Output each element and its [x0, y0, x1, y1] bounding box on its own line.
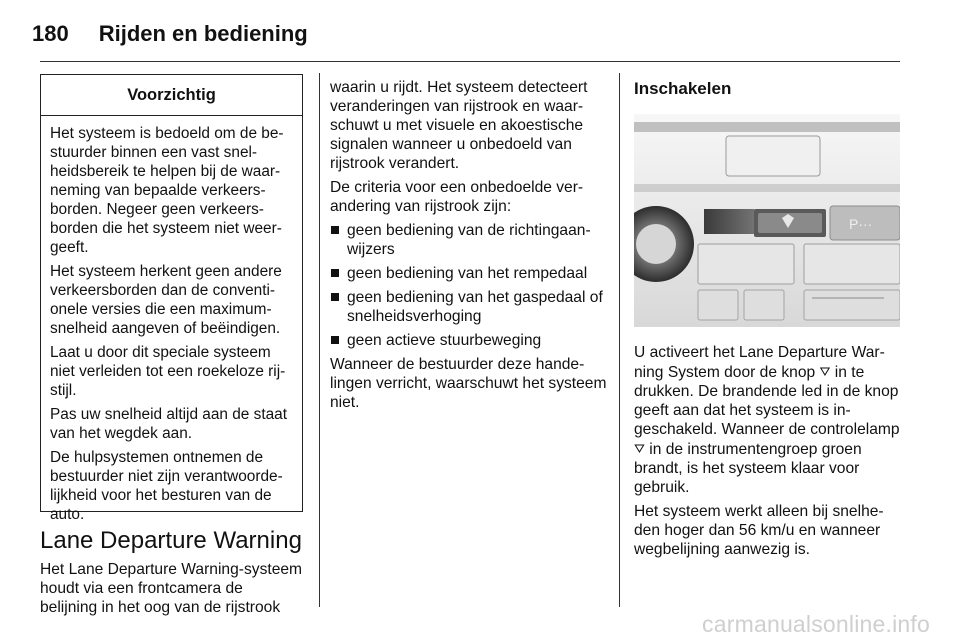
bullet-icon	[331, 293, 339, 301]
caution-paragraph: Laat u door dit speciale systeem niet verleiden tot een roekeloze rijstijl.	[50, 344, 286, 399]
section-heading: Lane Departure Warning	[40, 527, 302, 554]
bullet-icon	[331, 269, 339, 277]
watermark: carmanualsonline.info	[702, 611, 930, 637]
speed-paragraph: Het systeem werkt alleen bij snelheden hoger dan 56 km/u en wanneer wegbelijning aanwezig is.	[634, 503, 884, 558]
subsection-heading: Inschakelen	[634, 79, 732, 98]
activation-paragraph: U activeert het Lane Departure Warning System door de knop ⛛ in te drukken. De brandende led in de knop geeft aan dat het systeem is ingeschakeld. Wanneer de controlelamp ⛛ in de instrumentengroep groen brandt, is het systeem klaar voor gebruik.	[634, 344, 900, 496]
button-label: P···	[849, 216, 873, 232]
list-item: geen actieve stuurbeweging	[330, 331, 608, 350]
page-number: 180	[32, 21, 69, 46]
closing-paragraph: Wanneer de bestuurder deze handelingen verricht, waarschuwt het systeem niet.	[330, 356, 607, 411]
section-title: Rijden en bediening	[98, 21, 308, 46]
bullet-icon	[331, 336, 339, 344]
column-divider	[619, 73, 620, 607]
caution-paragraph: Pas uw snelheid altijd aan de staat van het wegdek aan.	[50, 406, 287, 442]
dashboard-photo	[634, 114, 900, 327]
lane-departure-icon: ⛛	[819, 364, 831, 379]
header-rule	[40, 61, 900, 62]
caution-body	[41, 116, 302, 524]
caution-paragraph: Het systeem herkent geen andere verkeersborden dan de conventionele versies die een maximumsnelheid aangeven of beëindigen.	[50, 263, 282, 337]
list-item: geen bediening van de richtingaanwijzers	[330, 221, 608, 259]
caution-box	[40, 74, 303, 523]
caution-title: Voorzichtig	[41, 75, 302, 116]
column-middle	[330, 78, 608, 417]
bullet-icon	[331, 226, 339, 234]
page-header	[32, 14, 912, 54]
dashboard-button-illustration	[634, 114, 900, 327]
column-divider	[319, 73, 320, 607]
continuation-paragraph: waarin u rijdt. Het systeem detecteert veranderingen van rijstrook en waarschuwt u met visuele en akoestische signalen wanneer u onbedoeld van rijstrook verandert.	[330, 79, 588, 172]
intro-paragraph: Het Lane Departure Warning-systeem houdt via een frontcamera de belijning in het oog van de rijstrook	[40, 561, 303, 616]
column-left	[40, 74, 303, 622]
caution-paragraph: De hulpsystemen ontnemen de bestuurder niet zijn verantwoordelijkheid voor het besturen van de auto.	[50, 449, 283, 523]
caution-paragraph: Het systeem is bedoeld om de bestuurder binnen een vast snelheidsbereik te helpen bij de waarneming van bepaalde verkeersborden. Negeer geen verkeersborden die het systeem niet weergeeft.	[50, 125, 284, 256]
list-item: geen bediening van het rempedaal	[330, 264, 608, 283]
column-right	[634, 78, 904, 564]
criteria-intro: De criteria voor een onbedoelde verandering van rijstrook zijn:	[330, 179, 584, 215]
lane-departure-icon: ⛛	[634, 441, 645, 456]
criteria-list	[330, 221, 608, 350]
list-item: geen bediening van het gaspedaal of snelheidsverhoging	[330, 288, 608, 326]
